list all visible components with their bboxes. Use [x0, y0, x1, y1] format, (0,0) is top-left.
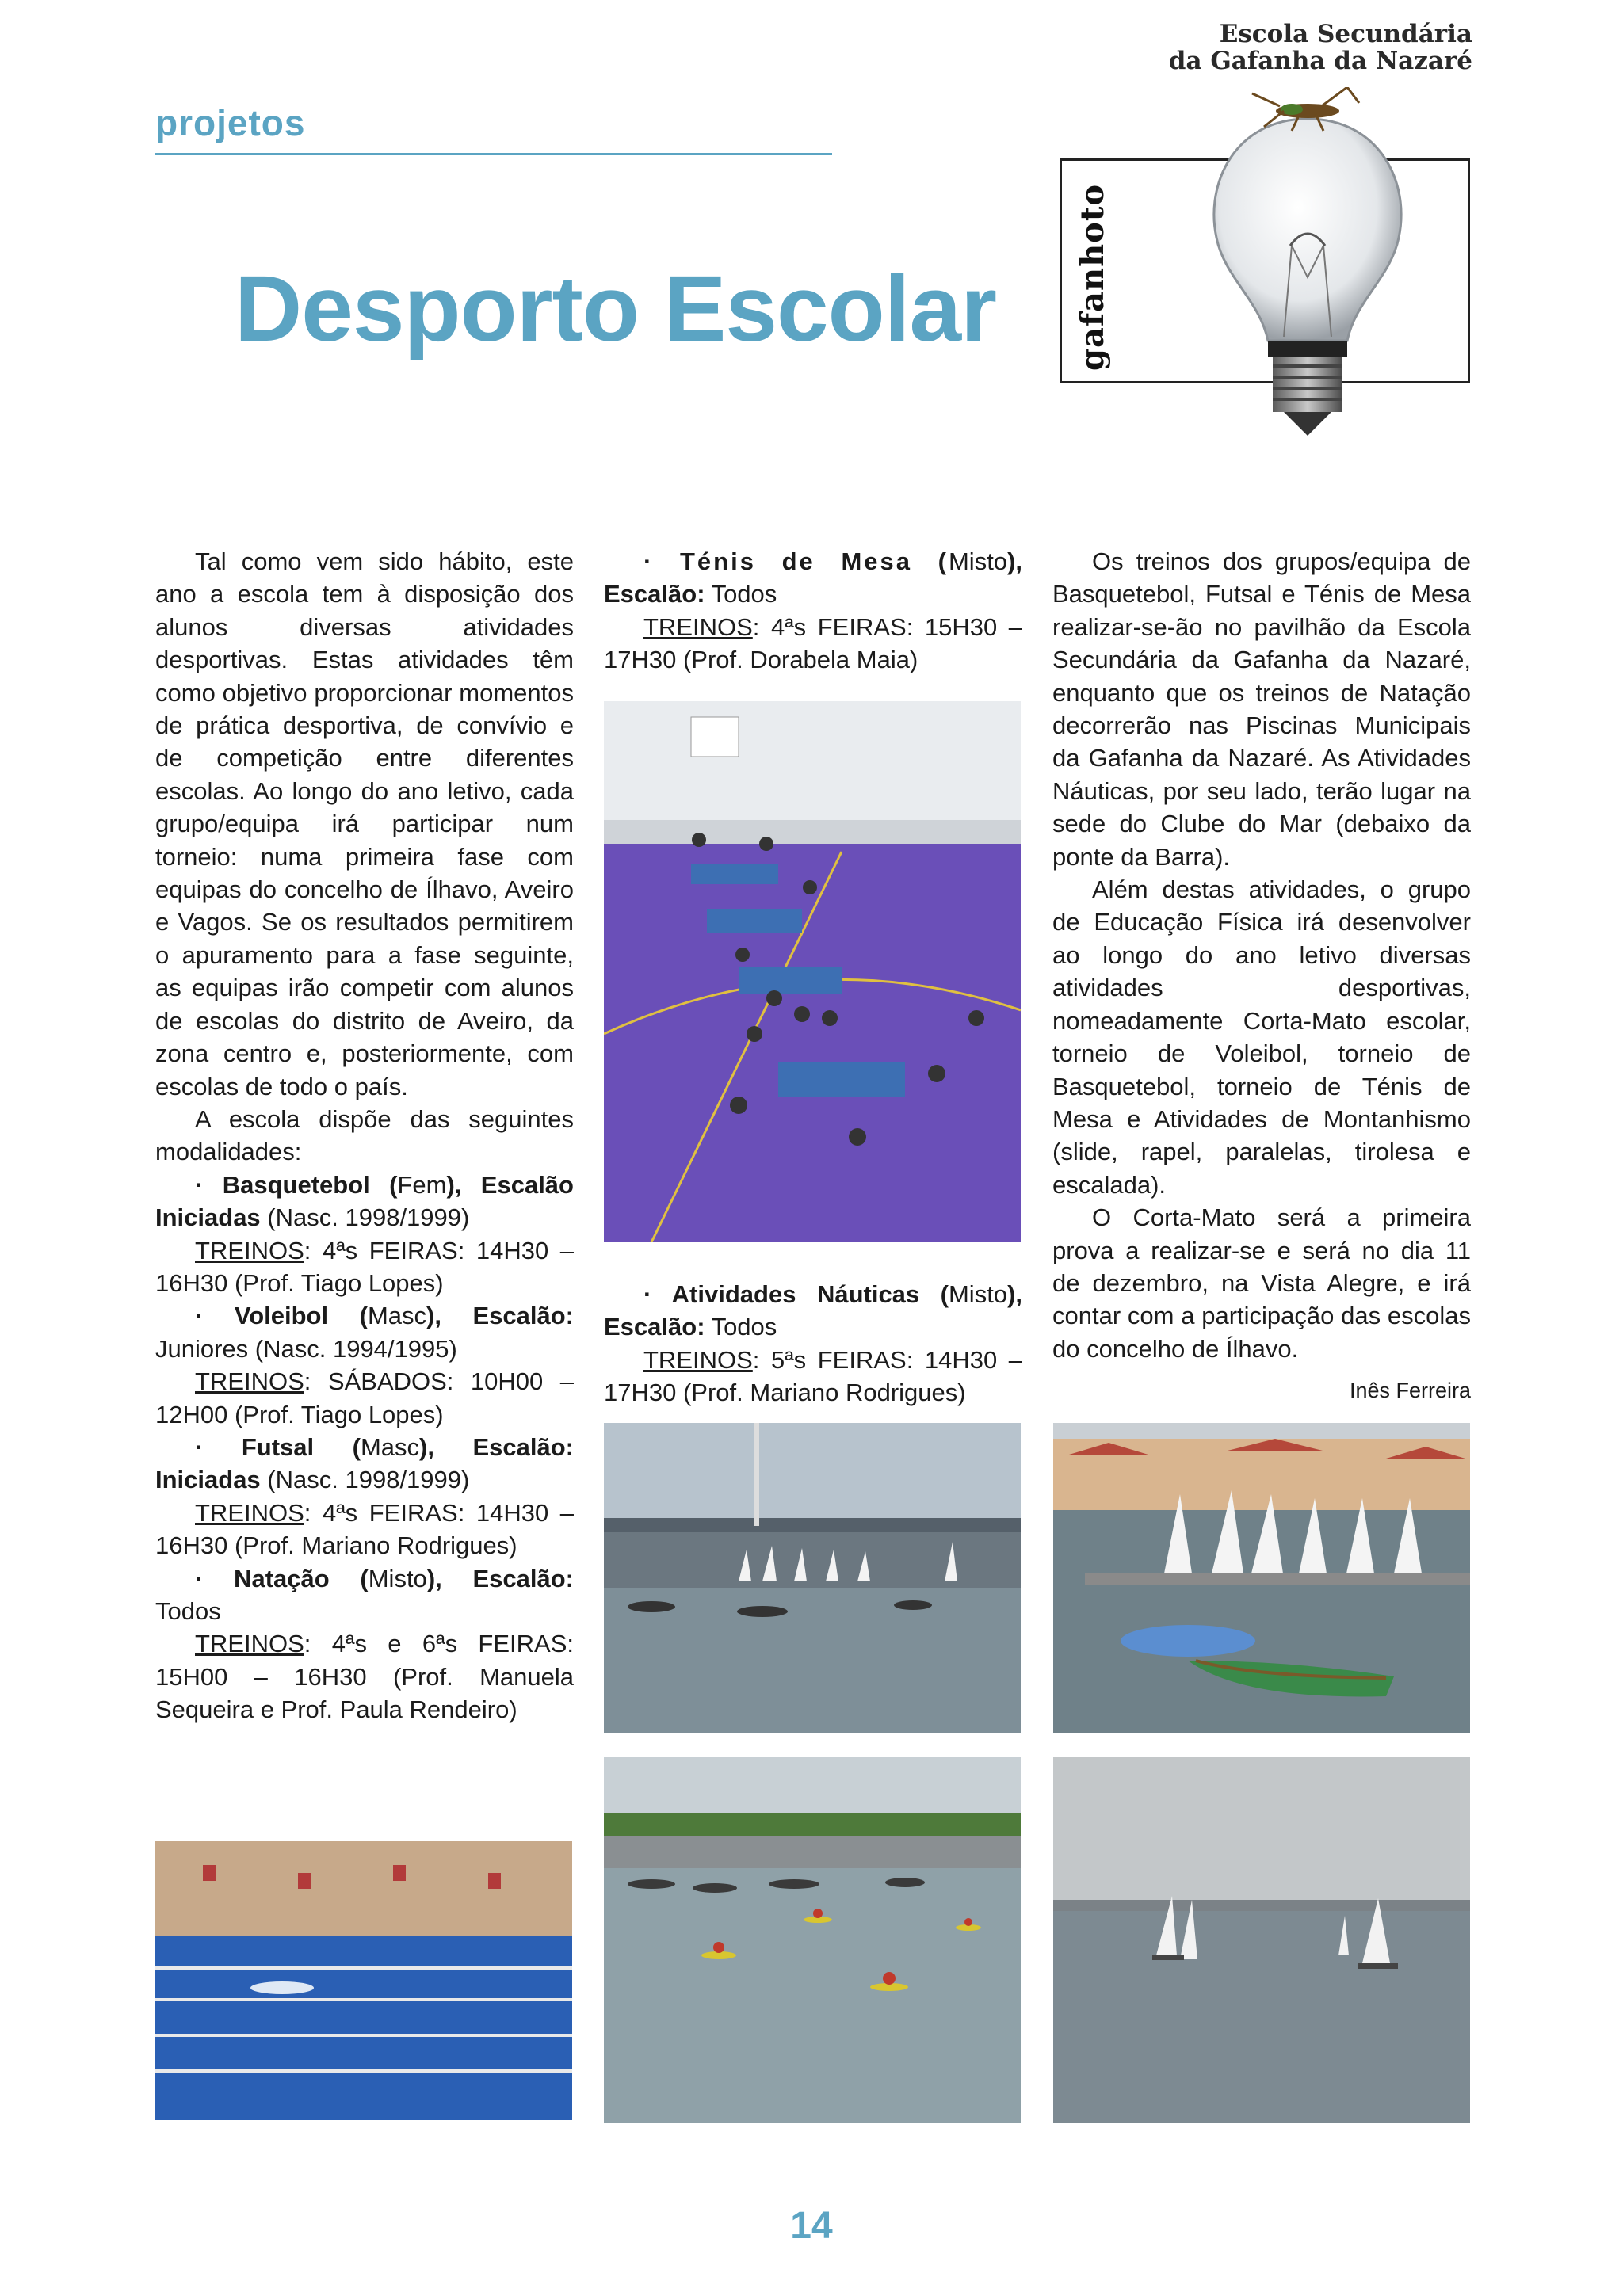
intro-paragraph: Tal como vem sido hábito, este ano a escola tem à disposição dos alunos diversas atividades desportivas. Estas atividades têm como objetivo proporcionar momentos de prática desportiva, de convívio e de competição entre diferentes escolas. Ao longo do ano letivo, cada grupo/equipa irá participar num torneio: numa primeira fase com equipas do concelho de Ílhavo, Aveiro e Vagos. Se os resultados permitirem o apuramento para a fase seguinte, as equipas irão competir com alunos de escolas do distrito de Aveiro, da zona centro e, posteriormente, com escolas de todo o país. — [155, 547, 574, 1100]
treinos-atividades-nauticas: TREINOS: 5ªs FEIRAS: 14H30 –17H30 (Prof. Mariano Rodrigues) — [604, 1345, 1022, 1407]
article-column-1 — [155, 545, 574, 1726]
modality-natacao: · Natação (Misto), Escalão: Todos — [155, 1564, 574, 1625]
modality-voleibol: · Voleibol (Masc), Escalão: Juniores (Nasc. 1994/1995) — [155, 1302, 574, 1363]
bridge-boats-photo — [604, 1423, 1021, 1733]
page-title: Desporto Escolar — [235, 257, 997, 361]
logo-wordmark: gafanhoto — [1074, 183, 1111, 371]
sailing-dock-photo — [1053, 1423, 1470, 1733]
section-divider — [155, 153, 832, 155]
school-name-line2: da Gafanha da Nazaré — [1168, 47, 1472, 75]
modality-basquetebol: · Basquetebol (Fem), Escalão Iniciadas (Nasc. 1998/1999) — [155, 1170, 574, 1232]
section-label: projetos — [155, 102, 306, 143]
school-name-line1: Escola Secundária — [1219, 20, 1472, 48]
corta-mato-paragraph: O Corta-Mato será a primeira prova a realizar-se e será no dia 11 de dezembro, na Vista Alegre, e irá contar com a participação das escolas do concelho de Ílhavo. — [1052, 1203, 1471, 1363]
activities-paragraph: Além destas atividades, o grupo de Educação Física irá desenvolver ao longo do ano letivo diversas atividades desportivas, nomeadamente Corta-Mato escolar, torneio de Voleibol, torneio de Basquetebol, torneio de Ténis de Mesa e Atividades de Montanhismo (slide, rapel, paralelas, tirolesa e escalada). — [1052, 875, 1471, 1199]
author-signature: Inês Ferreira — [1349, 1379, 1471, 1403]
treinos-natacao: TREINOS: 4ªs e 6ªs FEIRAS: 15H00 – 16H30 (Prof. Manuela Sequeira e Prof. Paula Rendeiro) — [155, 1630, 574, 1724]
page-number: 14 — [790, 2205, 833, 2247]
treinos-futsal: TREINOS: 4ªs FEIRAS: 14H30 – 16H30 (Prof. Mariano Rodrigues) — [155, 1498, 574, 1560]
sailboats-photo — [1053, 1757, 1470, 2123]
treinos-voleibol: TREINOS: SÁBADOS: 10H00 – 12H00 (Prof. Tiago Lopes) — [155, 1367, 574, 1428]
facilities-paragraph: Os treinos dos grupos/equipa de Basquetebol, Futsal e Ténis de Mesa realizar-se-ão no pavilhão da Escola Secundária da Gafanha da Nazaré, enquanto que os treinos de Natação decorrerão nas Piscinas Municipais da Gafanha da Nazaré. As Atividades Náuticas, por seu lado, terão lugar na sede do Clube do Mar (debaixo da ponte da Barra). — [1052, 547, 1471, 871]
kayaking-photo — [604, 1757, 1021, 2123]
swimming-pool-photo — [155, 1841, 572, 2120]
modality-futsal: · Futsal (Masc), Escalão: Iniciadas (Nasc. 1998/1999) — [155, 1432, 575, 1494]
table-tennis-gym-photo — [604, 701, 1021, 1242]
treinos-basquetebol: TREINOS: 4ªs FEIRAS: 14H30 – 16H30 (Prof. Tiago Lopes) — [155, 1236, 574, 1297]
treinos-tenis-de-mesa: TREINOS: 4ªs FEIRAS: 15H30 – 17H30 (Prof. Dorabela Maia) — [604, 612, 1022, 674]
article-column-3 — [1052, 545, 1471, 1408]
modality-tenis-de-mesa: · Ténis de Mesa (Misto), Escalão: Todos — [604, 547, 1022, 608]
article-column-2-bottom — [604, 1278, 1022, 1409]
modalities-intro: A escola dispõe das seguintes modalidades: — [155, 1104, 574, 1166]
lightbulb-logo-icon — [1189, 87, 1426, 452]
school-name — [1169, 21, 1472, 74]
modality-atividades-nauticas: · Atividades Náuticas (Misto), Escalão: Todos — [604, 1280, 1022, 1341]
article-column-2-top — [604, 545, 1022, 677]
